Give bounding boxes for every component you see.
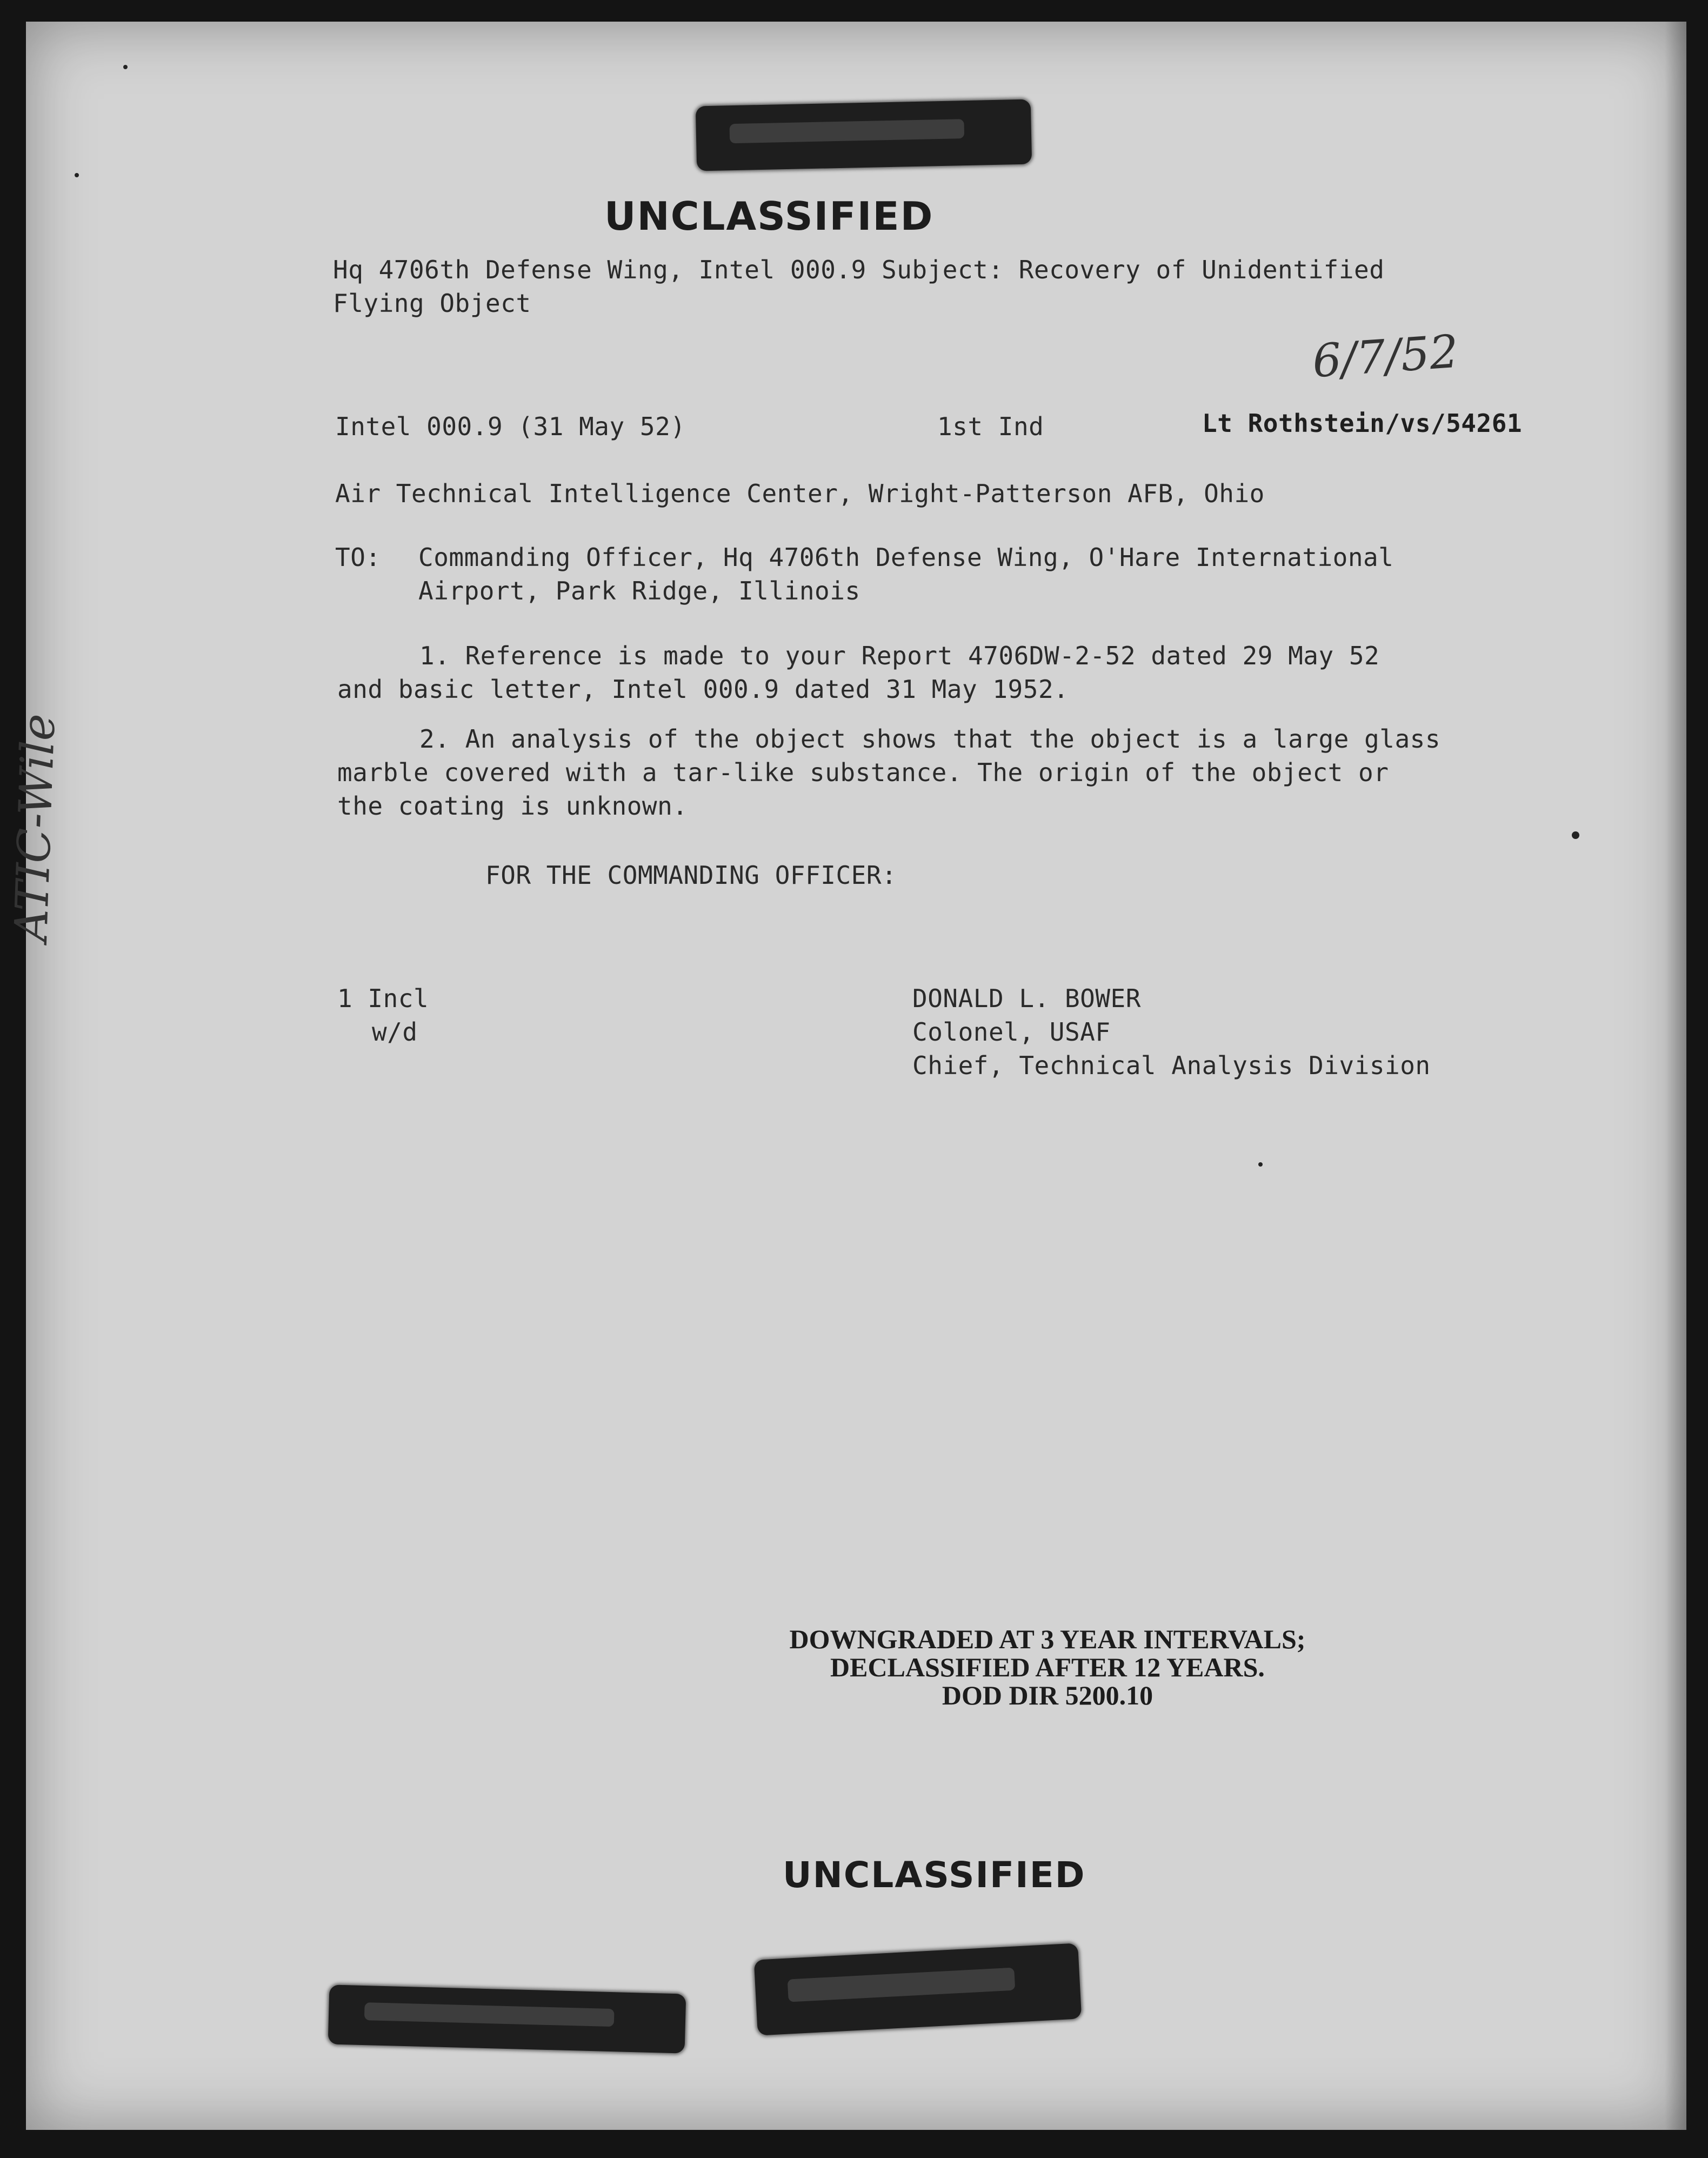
signer-name: DONALD L. BOWER xyxy=(912,984,1141,1013)
stray-mark xyxy=(1572,831,1579,839)
redaction-mark-top xyxy=(696,99,1032,171)
subject-line-2: Flying Object xyxy=(333,289,531,318)
enclosure-note: w/d xyxy=(372,1017,418,1047)
document-page xyxy=(4,22,1686,2130)
stray-mark xyxy=(1258,1162,1263,1167)
paragraph-2-line-2: marble covered with a tar-like substance. The origin of the object or xyxy=(337,758,1389,787)
redaction-mark-bottom-left xyxy=(328,1984,686,2053)
to-address-line-2: Airport, Park Ridge, Illinois xyxy=(418,576,860,605)
downgrade-line-1: DOWNGRADED AT 3 YEAR INTERVALS; xyxy=(789,1624,1306,1654)
to-address-line-1: Commanding Officer, Hq 4706th Defense Wing, O'Hare International xyxy=(418,543,1394,572)
subject-line-1: Hq 4706th Defense Wing, Intel 000.9 Subject: Recovery of Unidentified xyxy=(333,255,1385,284)
signer-rank: Colonel, USAF xyxy=(912,1017,1111,1047)
file-reference: Intel 000.9 (31 May 52) xyxy=(335,412,686,441)
classification-header: UNCLASSIFIED xyxy=(604,194,934,239)
paragraph-1-line-2: and basic letter, Intel 000.9 dated 31 May 1952. xyxy=(337,675,1069,704)
from-line: Air Technical Intelligence Center, Wright-Patterson AFB, Ohio xyxy=(335,479,1265,508)
originator-code: Lt Rothstein/vs/54261 xyxy=(1202,409,1523,438)
stray-mark xyxy=(123,65,128,69)
downgrade-line-2: DECLASSIFIED AFTER 12 YEARS. xyxy=(830,1652,1265,1682)
paragraph-1-line-1: 1. Reference is made to your Report 4706DW-2-52 dated 29 May 52 xyxy=(419,641,1380,670)
downgrade-stamp xyxy=(723,1625,1372,1709)
paragraph-2-line-1: 2. An analysis of the object shows that the object is a large glass xyxy=(419,724,1441,754)
for-commanding-officer: FOR THE COMMANDING OFFICER: xyxy=(485,861,897,890)
signer-title: Chief, Technical Analysis Division xyxy=(912,1051,1431,1080)
to-label: TO: xyxy=(335,543,381,572)
stray-mark xyxy=(75,173,79,177)
indorsement-label: 1st Ind xyxy=(937,412,1044,441)
margin-note: ATIC-Wile xyxy=(4,712,65,943)
handwritten-date: 6/7/52 xyxy=(1310,324,1460,388)
downgrade-line-3: DOD DIR 5200.10 xyxy=(942,1680,1153,1710)
page-edge-shadow xyxy=(1665,22,1686,2130)
classification-footer: UNCLASSIFIED xyxy=(783,1854,1086,1896)
enclosure-count: 1 Incl xyxy=(337,984,429,1013)
redaction-mark-bottom-right xyxy=(754,1943,1082,2035)
paragraph-2-line-3: the coating is unknown. xyxy=(337,791,688,821)
